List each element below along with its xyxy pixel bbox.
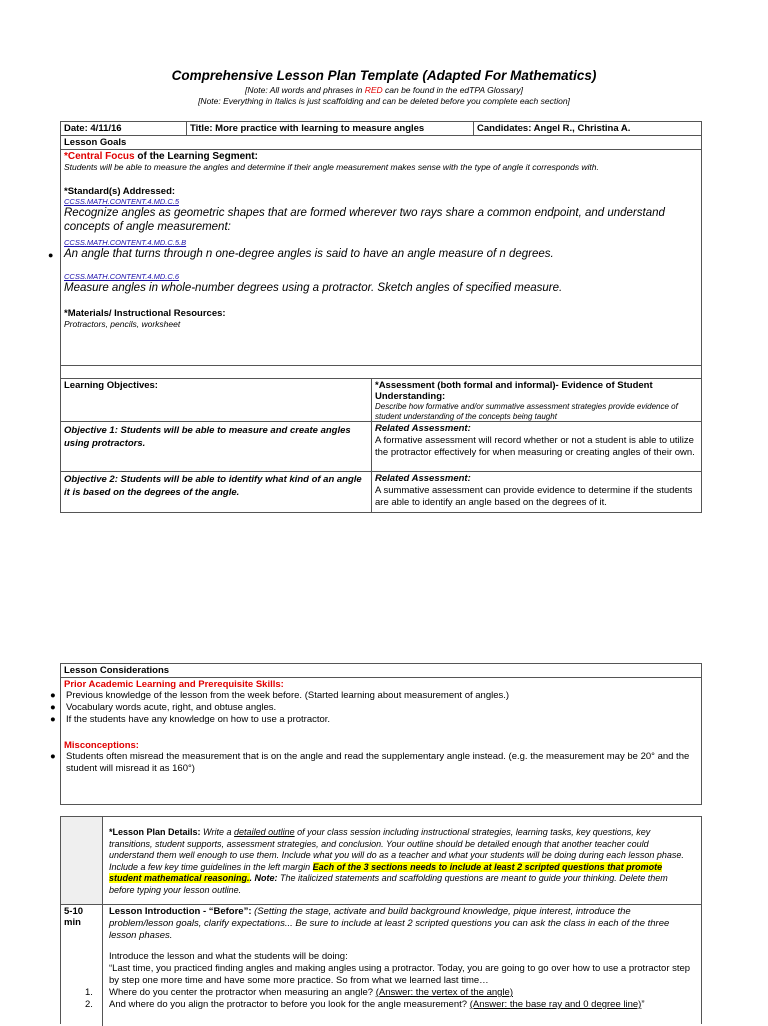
central-focus-red: *Central Focus bbox=[64, 151, 135, 162]
spacer-cell bbox=[61, 366, 701, 378]
bullet-icon: ● bbox=[50, 702, 56, 713]
info-row bbox=[61, 122, 701, 136]
details-cell: *Lesson Plan Details: Write a detailed outline of your class session including instructional strategies, learning tasks, key questions, key transitions, student supports, assessment strategies, and conclusion. Your outline should be detailed enough that another teacher could understand them well enough to use them. Include what you will do as a teacher and what your students will be doing during each lesson phase. Include a few key time guidelines in the left margin Each of the 3 sections needs to include at least 2 scripted questions that promote student mathematical reasoning.. Note: The italicized statements and scaffolding questions are meant to guide your thinking. Delete them before typing your lesson outline. bbox=[109, 827, 684, 895]
related-assessment-2 bbox=[372, 472, 701, 512]
italics-note: [Note: Everything in Italics is just scaffolding and can be deleted before you complete each section] bbox=[198, 96, 570, 106]
introduction-label: Lesson Introduction - “Before”: bbox=[109, 906, 252, 917]
details-time-cell bbox=[61, 817, 103, 904]
central-focus-rest: of the Learning Segment: bbox=[134, 151, 258, 162]
lesson-plan-details-table bbox=[60, 816, 702, 1024]
standard-2-code[interactable]: CCSS.MATH.CONTENT.4.MD.C.5.B bbox=[64, 237, 187, 247]
considerations-content-row bbox=[50, 678, 701, 804]
candidates-cell: Candidates: Angel R., Christina A. bbox=[477, 123, 631, 134]
bullet-icon: ● bbox=[50, 714, 56, 725]
related-assessment-1 bbox=[372, 422, 701, 471]
lesson-goals-table bbox=[60, 121, 702, 513]
bullet-icon: ● bbox=[50, 751, 56, 762]
bullet-icon: ● bbox=[50, 690, 56, 701]
date-cell: Date: 4/11/16 bbox=[61, 122, 187, 135]
standard-3-text: Measure angles in whole-number degrees using a protractor. Sketch angles of specified measure. bbox=[64, 281, 563, 294]
document-title: Comprehensive Lesson Plan Template (Adapted For Mathematics) bbox=[171, 68, 597, 83]
materials-label: *Materials/ Instructional Resources: bbox=[64, 307, 226, 319]
introduction-row bbox=[61, 905, 701, 1026]
prior-learning-label: Prior Academic Learning and Prerequisite Skills: bbox=[64, 679, 284, 690]
objective-1: Objective 1: Students will be able to measure and create angles using protractors. bbox=[61, 422, 372, 471]
question-2: 2. And where do you align the protractor to before you look for the angle measurement? (Answer: the base ray and 0 degree line)” bbox=[85, 999, 645, 1010]
details-label: *Lesson Plan Details: bbox=[109, 827, 201, 837]
document-header bbox=[0, 68, 768, 107]
standard-2-text: An angle that turns through n one-degree angles is said to have an angle measure of n degrees. bbox=[64, 247, 554, 260]
scripted-questions-highlight: Each of the 3 sections needs to include at least 2 scripted questions that promote student mathematical reasoning. bbox=[109, 861, 663, 883]
related-assessment-1-text: A formative assessment will record whether or not a student is able to utilize the protractor effectively for when measuring or creating angles of their own. bbox=[375, 435, 695, 458]
lesson-goals-row bbox=[61, 136, 701, 150]
lesson-considerations-table bbox=[50, 663, 702, 805]
introduction-scaffold: (Setting the stage, activate and build background knowledge, pique interest, introduce the problem/lesson goals, clarify expectations... Be sure to include at least 2 scripted questions you can ask the class in each of the three lesson phases. bbox=[109, 906, 670, 941]
central-focus-text: Students will be able to measure the angles and determine if their angle measurement makes sense with the type of angle it corresponds with. bbox=[64, 162, 599, 172]
objectives-header-row bbox=[61, 379, 701, 422]
standard-1-code[interactable]: CCSS.MATH.CONTENT.4.MD.C.5 bbox=[64, 196, 180, 206]
prior-item: ● Previous knowledge of the lesson from the week before. (Started learning about measurement of angles.) bbox=[50, 690, 510, 701]
assessment-description: Describe how formative and/or summative assessment strategies provide evidence of student understanding of the concepts being taught bbox=[375, 402, 678, 421]
learning-objectives-heading: Learning Objectives: bbox=[61, 379, 372, 421]
assessment-heading: *Assessment (both formal and informal)- Evidence of Student Understanding: bbox=[375, 380, 653, 402]
standards-bullet: ● bbox=[48, 250, 54, 260]
title-cell: Title: More practice with learning to measure angles bbox=[187, 122, 474, 135]
details-row bbox=[61, 817, 701, 905]
central-focus-label bbox=[64, 151, 698, 162]
goals-content bbox=[61, 150, 701, 365]
glossary-note-red: RED bbox=[364, 85, 383, 95]
glossary-note-pre: [Note: All words and phrases in bbox=[245, 85, 365, 95]
prior-item: ● If the students have any knowledge on how to use a protractor. bbox=[50, 714, 331, 725]
introduction-heading bbox=[109, 906, 695, 942]
related-assessment-2-text: A summative assessment can provide evidence to determine if the students are able to identify an angle based on the degrees of it. bbox=[375, 485, 693, 508]
related-assessment-2-label: Related Assessment: bbox=[375, 473, 471, 484]
objective-2: Objective 2: Students will be able to identify what kind of an angle it is based on the degrees of the angle. bbox=[61, 472, 372, 512]
objective-2-row bbox=[61, 472, 701, 512]
prior-item: ● Vocabulary words acute, right, and obtuse angles. bbox=[50, 702, 277, 713]
considerations-heading-row bbox=[61, 664, 701, 678]
introduction-quote: “Last time, you practiced finding angles and making angles using a protractor. Today, you are going to go over how to use a protractor step by step one more time and have some more practice. So from what we learned last time… bbox=[109, 963, 691, 986]
glossary-note bbox=[0, 85, 768, 96]
time-guideline: 5-10 min bbox=[61, 905, 103, 1026]
lesson-goals-heading: Lesson Goals bbox=[64, 137, 127, 148]
materials-text: Protractors, pencils, worksheet bbox=[64, 318, 181, 329]
introduction-line: Introduce the lesson and what the students will be doing: bbox=[109, 951, 348, 962]
standards-label: *Standard(s) Addressed: bbox=[64, 185, 176, 197]
glossary-note-post: can be found in the edTPA Glossary] bbox=[382, 85, 523, 95]
assessment-header-cell bbox=[372, 379, 701, 421]
misconception-item: ● Students often misread the measurement that is on the angle and read the supplementary angle instead. (e.g. the measurement may be 20° and the student will misread it as 160°) bbox=[50, 751, 690, 774]
standard-1-text: Recognize angles as geometric shapes that are formed wherever two rays share a common endpoint, and understand concepts of angle measurement: bbox=[64, 206, 665, 233]
question-1: 1. Where do you center the protractor when measuring an angle? (Answer: the vertex of the angle) bbox=[85, 987, 513, 998]
standard-3-code[interactable]: CCSS.MATH.CONTENT.4.MD.C.6 bbox=[64, 271, 180, 281]
objective-1-row bbox=[61, 422, 701, 472]
considerations-content bbox=[50, 678, 701, 804]
spacer-row bbox=[61, 366, 701, 379]
introduction-cell bbox=[85, 905, 701, 1026]
goals-content-row bbox=[61, 150, 701, 366]
related-assessment-1-label: Related Assessment: bbox=[375, 423, 471, 434]
considerations-heading: Lesson Considerations bbox=[64, 665, 170, 676]
misconceptions-label: Misconceptions: bbox=[64, 740, 139, 751]
